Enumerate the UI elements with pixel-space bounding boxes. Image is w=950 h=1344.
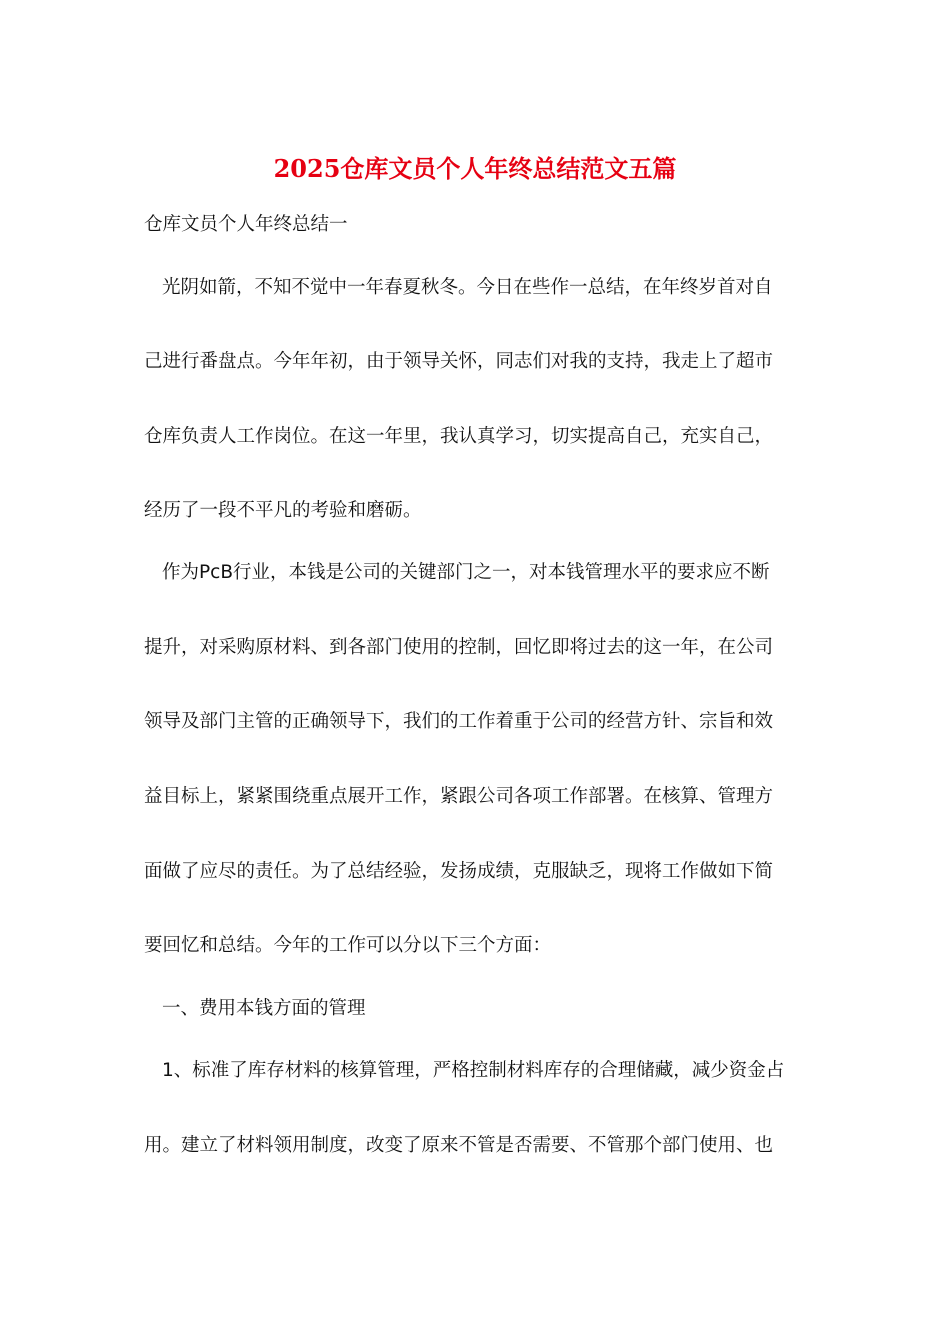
paragraph-line: 领导及部门主管的正确领导下，我们的工作着重于公司的经营方针、宗旨和效 [144,711,774,732]
paragraph-line: 提升，对采购原材料、到各部门使用的控制，回忆即将过去的这一年，在公司 [144,637,774,658]
document-title: 2025仓库文员个人年终总结范文五篇 [273,154,677,183]
paragraph-line: 面做了应尽的责任。为了总结经验，发扬成绩，克服缺乏，现将工作做如下简 [144,861,774,882]
paragraph-line: 1、标准了库存材料的核算管理，严格控制材料库存的合理储藏，减少资金占 [162,1060,785,1081]
paragraph-line: 作为PcB行业，本钱是公司的关键部门之一，对本钱管理水平的要求应不断 [162,562,770,583]
paragraph-line: 经历了一段不平凡的考验和磨砺。 [144,500,422,521]
paragraph-line: 己进行番盘点。今年年初，由于领导关怀，同志们对我的支持，我走上了超市 [144,351,774,372]
paragraph-line: 要回忆和总结。今年的工作可以分以下三个方面： [144,935,552,956]
section-heading: 仓库文员个人年终总结一 [144,214,348,235]
paragraph-line: 用。建立了材料领用制度，改变了原来不管是否需要、不管那个部门使用、也 [144,1135,774,1156]
paragraph-line: 益目标上，紧紧围绕重点展开工作，紧跟公司各项工作部署。在核算、管理方 [144,786,774,807]
paragraph-line: 仓库负责人工作岗位。在这一年里，我认真学习，切实提高自己，充实自己， [144,426,774,447]
subsection-heading: 一、费用本钱方面的管理 [162,998,366,1019]
paragraph-line: 光阴如箭，不知不觉中一年春夏秋冬。今日在些作一总结，在年终岁首对自 [162,277,773,298]
